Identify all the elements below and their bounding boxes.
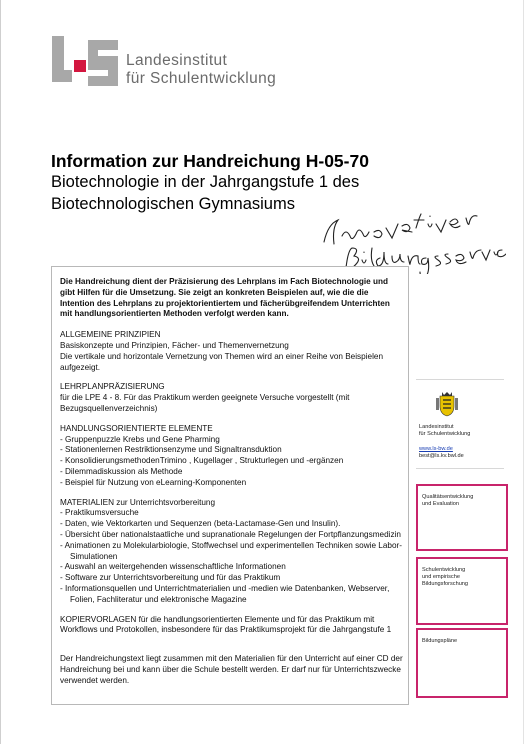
list-item: - Stationenlernen Restriktionsenzyme und Signaltransduktion bbox=[60, 445, 404, 456]
list-item: - Informationsquellen und Unterrichtmaterialien und -medien wie Datenbanken, Webserver, Folien, Fachliteratur und elektronische Magazine bbox=[60, 584, 404, 606]
section-lehrplan bbox=[60, 382, 404, 414]
sidebar-text: Qualitätsentwicklung bbox=[422, 494, 474, 500]
intro-paragraph: Die Handreichung dient der Präzisierung des Lehrplans im Fach Biotechnologie und gibt Hilfen für die Umsetzung. Sie zeigt an konkreten Beispielen auf, wie die die Intention des Lehrplans zu projektorientiertem und fächerübgreifendem Unterrichten mit handlungsorientierten Methoden verfolgt werden kann. bbox=[60, 277, 390, 319]
document-subtitle-line2: Biotechnologischen Gymnasiums bbox=[51, 195, 295, 213]
section-text: für die LPE 4 - 8. Für das Praktikum werden geeignete Versuche vorgestellt (mit Bezugsquellenverzeichnis) bbox=[60, 393, 350, 413]
list-item: - Animationen zu Molekularbiologie, Stoffwechsel und experimentellen Techniken sowie Labor-Simulationen bbox=[60, 541, 404, 563]
list-item: - Daten, wie Vektorkarten und Sequenzen (beta-Lactamase-Gen und Insulin). bbox=[60, 519, 404, 530]
list-item: - KonsolidierungsmethodenTrimino , Kugellager , Strukturlegen und -ergänzen bbox=[60, 456, 404, 467]
page-left-edge bbox=[0, 0, 1, 744]
section-prinzipien bbox=[60, 330, 404, 373]
document-title: Information zur Handreichung H-05-70 bbox=[51, 151, 369, 171]
section-text: Die vertikale und horizontale Vernetzung von Themen wird an einer Reihe von Beispielen aufgezeigt. bbox=[60, 351, 383, 372]
sidebar-box-institut bbox=[416, 379, 504, 469]
document-subtitle-line1: Biotechnologie in der Jahrgangstufe 1 des bbox=[51, 173, 360, 191]
sidebar-box-qualitaet bbox=[416, 484, 508, 551]
section-heading: HANDLUNGSORIENTIERTE ELEMENTE bbox=[60, 423, 213, 433]
sidebar-text: Schulentwicklung bbox=[422, 567, 466, 573]
section-text: Basiskonzepte und Prinzipien, Fächer- und Themenvernetzung bbox=[60, 340, 289, 350]
coat-of-arms-icon bbox=[436, 390, 458, 417]
tagline-signature bbox=[316, 212, 506, 274]
sidebar-text: Landesinstitut bbox=[419, 424, 454, 430]
ls-logo bbox=[44, 36, 126, 94]
website-link[interactable]: www.ls-bw.de bbox=[419, 446, 453, 452]
institut-label bbox=[419, 424, 470, 438]
section-text: KOPIERVORLAGEN für die handlungsorientierten Elemente und für das Praktikum mit Workflows und Protokollen, insbesondere für das Praktikumsprojekt für die Jahrgangstufe 1 bbox=[60, 614, 392, 635]
sidebar-text: Bildungsforschung bbox=[422, 581, 469, 588]
content-body bbox=[60, 277, 404, 696]
organization-name bbox=[126, 52, 276, 88]
sidebar-text: und Evaluation bbox=[422, 501, 460, 508]
page-right-edge bbox=[523, 0, 524, 744]
bullet-list bbox=[60, 435, 404, 489]
section-heading: MATERIALIEN zur Unterrichtsvorbereitung bbox=[60, 497, 216, 507]
email-text: best@ls.kv.bwl.de bbox=[419, 453, 464, 459]
bullet-list bbox=[60, 508, 404, 605]
sidebar-box-bildungsplaene bbox=[416, 628, 508, 698]
section-materialien bbox=[60, 498, 404, 606]
section-handlung bbox=[60, 424, 404, 489]
list-item: - Praktikumsversuche bbox=[60, 508, 404, 519]
section-text: Der Handreichungstext liegt zusammen mit den Materialien für den Unterricht auf einer CD der Handreichung bei und kann über die Schule bestellt werden. Er darf nur für Unterrichtszwecke verwendet werden. bbox=[60, 654, 403, 685]
sidebar-text: und empirische bbox=[422, 574, 460, 581]
list-item: - Software zur Unterrichtsvorbereitung und für das Praktikum bbox=[60, 573, 404, 584]
sidebar-box-label bbox=[422, 494, 473, 508]
sidebar-text: Bildungspläne bbox=[422, 638, 458, 644]
section-heading: ALLGEMEINE PRINZIPIEN bbox=[60, 330, 161, 340]
sidebar-box-schulentwicklung bbox=[416, 557, 508, 625]
list-item: - Beispiel für Nutzung von eLearning-Komponenten bbox=[60, 478, 404, 489]
org-line2: für Schulentwicklung bbox=[126, 70, 277, 87]
content-box bbox=[51, 266, 409, 705]
section-kopiervorlagen bbox=[60, 615, 404, 637]
sidebar-box-label bbox=[422, 638, 457, 645]
section-heading: LEHRPLANPRÄZISIERUNG bbox=[60, 382, 165, 392]
sidebar-text: für Schulentwicklung bbox=[419, 431, 471, 438]
section-footer-note bbox=[60, 654, 404, 686]
org-line1: Landesinstitut bbox=[126, 52, 228, 69]
list-item: - Auswahl an weitergehenden wissenschaftliche Informationen bbox=[60, 562, 404, 573]
sidebar-box-label bbox=[422, 567, 468, 589]
list-item: - Dilemmadiskussion als Methode bbox=[60, 467, 404, 478]
list-item: - Gruppenpuzzle Krebs und Gene Pharming bbox=[60, 435, 404, 446]
list-item: - Übersicht über nationalstaatliche und supranationale Regelungen der Fortpflanzungsmedizin bbox=[60, 530, 404, 541]
